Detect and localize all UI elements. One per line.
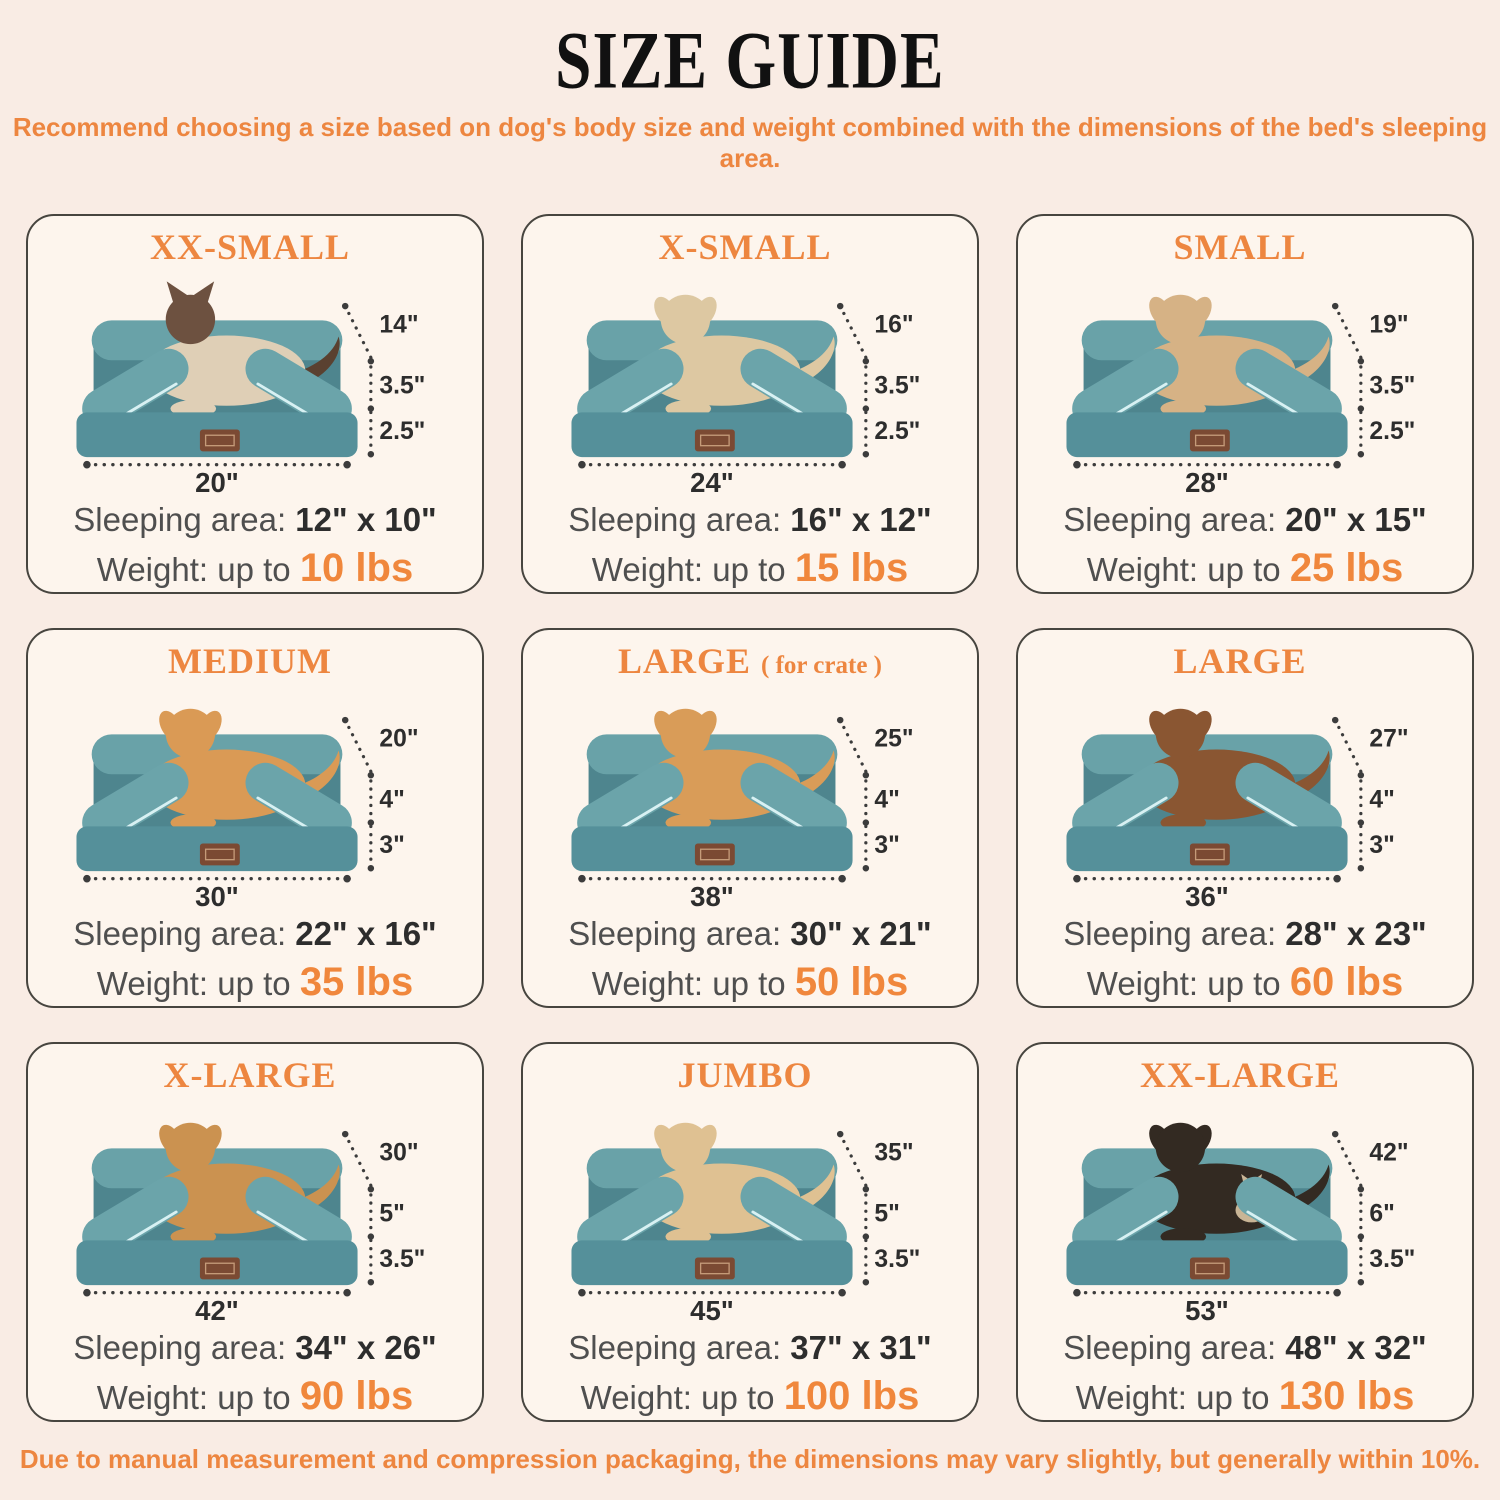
header <box>0 0 1500 174</box>
dim-dot <box>368 358 374 364</box>
dim-dot <box>1333 461 1341 469</box>
sleeping-area-label: Sleeping area: <box>1063 914 1277 952</box>
size-title <box>168 642 342 682</box>
sleeping-area-value: 12" x 10" <box>295 500 437 538</box>
dim-mid-label: 4" <box>1369 786 1395 814</box>
dim-diagonal-line <box>840 720 866 771</box>
sleeping-area-label: Sleeping area: <box>568 500 782 538</box>
dim-dot <box>863 1186 869 1192</box>
sleeping-area-label: Sleeping area: <box>1063 500 1277 538</box>
dim-low-label: 3" <box>1369 832 1395 860</box>
dim-diagonal-line <box>840 306 866 357</box>
size-name: XX-LARGE <box>1139 1055 1340 1096</box>
size-grid <box>26 214 1474 1422</box>
size-title <box>1140 1056 1350 1096</box>
sleeping-area-line <box>1063 1328 1426 1368</box>
weight-line <box>1076 1372 1415 1420</box>
dim-dot <box>1332 303 1338 309</box>
dim-dot <box>1358 358 1364 364</box>
weight-label: Weight: <box>1086 964 1199 1002</box>
dog-bed-illustration <box>539 684 961 910</box>
sleeping-area-label: Sleeping area: <box>568 914 782 952</box>
dim-dot <box>578 461 586 469</box>
weight-upto-label: up to <box>712 964 786 1002</box>
weight-value: 15 lbs <box>794 545 909 590</box>
dim-width-label: 24" <box>690 467 734 496</box>
dim-back-label: 19" <box>1369 311 1409 339</box>
dim-mid-label: 5" <box>874 1200 900 1228</box>
sleeping-area-line <box>1063 914 1426 954</box>
page-title: SIZE GUIDE <box>555 14 945 106</box>
dim-back-label: 16" <box>874 311 914 339</box>
weight-label: Weight: <box>96 964 209 1002</box>
size-title <box>150 228 360 268</box>
dim-low-label: 3" <box>379 832 405 860</box>
dim-back-label: 20" <box>379 725 419 753</box>
sleeping-area-value: 28" x 23" <box>1285 914 1427 952</box>
weight-label: Weight: <box>1086 550 1199 588</box>
weight-upto-label: up to <box>701 1378 775 1416</box>
dim-dot <box>863 772 869 778</box>
dim-back-label: 14" <box>379 311 419 339</box>
size-card <box>1016 628 1474 1008</box>
dim-width-label: 30" <box>195 881 239 910</box>
weight-label: Weight: <box>1075 1378 1187 1416</box>
dim-dot <box>342 303 348 309</box>
dog-bed-illustration <box>44 1098 466 1324</box>
weight-upto-label: up to <box>1196 1378 1270 1416</box>
sleeping-area-line <box>73 914 436 954</box>
dim-mid-label: 6" <box>1369 1200 1395 1228</box>
size-card <box>1016 214 1474 594</box>
dim-back-label: 42" <box>1369 1139 1409 1167</box>
weight-label: Weight: <box>580 1378 692 1416</box>
dog-bed-illustration <box>1034 684 1456 910</box>
weight-upto-label: up to <box>217 964 291 1002</box>
size-title <box>658 228 841 268</box>
dim-mid-label: 3.5" <box>379 372 426 400</box>
dim-dot <box>1333 1289 1341 1297</box>
dim-dot <box>838 875 846 883</box>
weight-value: 130 lbs <box>1278 1373 1415 1418</box>
weight-value: 100 lbs <box>783 1373 920 1418</box>
size-card <box>1016 1042 1474 1422</box>
weight-value: 35 lbs <box>299 959 414 1004</box>
dim-mid-label: 3.5" <box>874 372 921 400</box>
pet-face <box>166 1123 215 1172</box>
dim-dot <box>1073 1289 1081 1297</box>
dim-dot <box>83 875 91 883</box>
size-name: LARGE <box>617 641 752 682</box>
dim-dot <box>83 461 91 469</box>
dim-dot <box>578 875 586 883</box>
dim-back-label: 25" <box>874 725 914 753</box>
dim-dot <box>343 461 351 469</box>
weight-upto-label: up to <box>217 550 291 588</box>
dim-dot <box>1073 875 1081 883</box>
weight-upto-label: up to <box>1207 964 1281 1002</box>
dim-dot <box>368 1279 374 1285</box>
sleeping-area-line <box>568 500 931 540</box>
sleeping-area-line <box>568 1328 931 1368</box>
dim-mid-label: 4" <box>874 786 900 814</box>
size-name: SMALL <box>1173 227 1307 268</box>
subtitle: Recommend choosing a size based on dog's body size and weight combined with the dimensions of the bed's sleeping area. <box>12 112 1488 174</box>
dog-bed-illustration <box>539 270 961 496</box>
dim-width-label: 53" <box>1185 1295 1229 1324</box>
sleeping-area-value: 37" x 31" <box>790 1328 932 1366</box>
dog-bed-illustration <box>1034 270 1456 496</box>
sleeping-area-label: Sleeping area: <box>73 1328 287 1366</box>
sleeping-area-line <box>568 914 931 954</box>
dim-dot <box>837 717 843 723</box>
dog-bed-illustration <box>44 684 466 910</box>
dim-width-label: 45" <box>690 1295 734 1324</box>
dim-dot <box>578 1289 586 1297</box>
dim-dot <box>368 865 374 871</box>
dim-diagonal-line <box>840 1134 866 1185</box>
dim-diagonal-line <box>345 720 371 771</box>
weight-upto-label: up to <box>1207 550 1281 588</box>
size-title <box>163 1056 346 1096</box>
weight-label: Weight: <box>591 964 704 1002</box>
size-card <box>26 628 484 1008</box>
dim-dot <box>368 772 374 778</box>
dim-dot <box>1358 1279 1364 1285</box>
dim-dot <box>1332 1131 1338 1137</box>
weight-label: Weight: <box>96 1378 209 1416</box>
dim-dot <box>1073 461 1081 469</box>
dim-low-label: 3.5" <box>874 1246 921 1274</box>
pet-face <box>166 709 215 758</box>
weight-label: Weight: <box>96 550 209 588</box>
size-card <box>521 214 979 594</box>
dim-dot <box>83 1289 91 1297</box>
size-name: LARGE <box>1173 641 1307 682</box>
dim-width-label: 36" <box>1185 881 1229 910</box>
weight-line <box>1087 958 1403 1006</box>
weight-line <box>97 1372 413 1420</box>
dim-mid-label: 5" <box>379 1200 405 1228</box>
dim-low-label: 3.5" <box>1369 1246 1416 1274</box>
dim-dot <box>1358 451 1364 457</box>
dim-dot <box>838 461 846 469</box>
dim-low-label: 2.5" <box>874 418 921 446</box>
size-title <box>618 642 882 682</box>
weight-line <box>581 1372 920 1420</box>
sleeping-area-line <box>73 500 436 540</box>
size-title <box>678 1056 823 1096</box>
size-name: XX-SMALL <box>149 227 350 268</box>
dim-dot <box>1358 1186 1364 1192</box>
dim-dot <box>343 1289 351 1297</box>
dim-dot <box>863 1279 869 1285</box>
dim-mid-label: 3.5" <box>1369 372 1416 400</box>
size-card <box>521 628 979 1008</box>
weight-line <box>592 544 908 592</box>
dim-dot <box>838 1289 846 1297</box>
dim-dot <box>863 865 869 871</box>
dim-width-label: 38" <box>690 881 734 910</box>
pet-face <box>661 709 710 758</box>
weight-line <box>592 958 908 1006</box>
dim-dot <box>837 1131 843 1137</box>
dim-dot <box>1333 875 1341 883</box>
pet-face <box>1156 709 1205 758</box>
dog-bed-illustration <box>539 1098 961 1324</box>
dim-dot <box>1358 865 1364 871</box>
dim-diagonal-line <box>345 1134 371 1185</box>
pet-face <box>1156 1123 1205 1172</box>
dim-width-label: 28" <box>1185 467 1229 496</box>
dim-dot <box>1358 772 1364 778</box>
dim-dot <box>368 1186 374 1192</box>
pet-face <box>166 295 215 344</box>
dim-width-label: 20" <box>195 467 239 496</box>
size-name: X-SMALL <box>658 227 832 268</box>
sleeping-area-value: 16" x 12" <box>790 500 932 538</box>
dim-mid-label: 4" <box>379 786 405 814</box>
sleeping-area-value: 20" x 15" <box>1285 500 1427 538</box>
sleeping-area-label: Sleeping area: <box>73 500 287 538</box>
pet-face <box>661 1123 710 1172</box>
weight-value: 10 lbs <box>299 545 414 590</box>
sleeping-area-label: Sleeping area: <box>1063 1328 1277 1366</box>
sleeping-area-value: 22" x 16" <box>295 914 437 952</box>
dim-dot <box>863 358 869 364</box>
weight-line <box>1087 544 1403 592</box>
dim-back-label: 30" <box>379 1139 419 1167</box>
dim-low-label: 3.5" <box>379 1246 426 1274</box>
sleeping-area-value: 48" x 32" <box>1285 1328 1427 1366</box>
dim-back-label: 35" <box>874 1139 914 1167</box>
weight-value: 25 lbs <box>1289 545 1404 590</box>
sleeping-area-value: 34" x 26" <box>295 1328 437 1366</box>
size-note: ( for crate ) <box>761 652 882 680</box>
dim-low-label: 2.5" <box>379 418 426 446</box>
sleeping-area-value: 30" x 21" <box>790 914 932 952</box>
dim-diagonal-line <box>345 306 371 357</box>
pet-face <box>1156 295 1205 344</box>
weight-upto-label: up to <box>217 1378 291 1416</box>
dog-bed-illustration <box>44 270 466 496</box>
sleeping-area-line <box>73 1328 436 1368</box>
dim-diagonal-line <box>1335 1134 1361 1185</box>
size-card <box>26 1042 484 1422</box>
dim-dot <box>342 717 348 723</box>
weight-line <box>97 544 413 592</box>
weight-label: Weight: <box>591 550 704 588</box>
size-name: X-LARGE <box>163 1055 337 1096</box>
size-title <box>1173 642 1316 682</box>
dim-low-label: 3" <box>874 832 900 860</box>
sleeping-area-line <box>1063 500 1426 540</box>
dim-width-label: 42" <box>195 1295 239 1324</box>
dim-dot <box>837 303 843 309</box>
size-card <box>26 214 484 594</box>
dim-diagonal-line <box>1335 306 1361 357</box>
size-name: JUMBO <box>677 1055 813 1096</box>
size-name: MEDIUM <box>168 641 332 682</box>
dim-back-label: 27" <box>1369 725 1409 753</box>
weight-value: 60 lbs <box>1289 959 1404 1004</box>
size-card <box>521 1042 979 1422</box>
weight-value: 90 lbs <box>299 1373 414 1418</box>
pet-face <box>661 295 710 344</box>
dim-dot <box>368 451 374 457</box>
weight-value: 50 lbs <box>794 959 909 1004</box>
footer-note: Due to manual measurement and compression packaging, the dimensions may vary slightly, but generally within 10%. <box>19 1444 1481 1475</box>
size-title <box>1173 228 1316 268</box>
dim-low-label: 2.5" <box>1369 418 1416 446</box>
weight-upto-label: up to <box>712 550 786 588</box>
pet-head <box>166 281 215 344</box>
sleeping-area-label: Sleeping area: <box>568 1328 782 1366</box>
weight-line <box>97 958 413 1006</box>
sleeping-area-label: Sleeping area: <box>73 914 287 952</box>
dim-diagonal-line <box>1335 720 1361 771</box>
dim-dot <box>342 1131 348 1137</box>
dim-dot <box>863 451 869 457</box>
dim-dot <box>343 875 351 883</box>
dim-dot <box>1332 717 1338 723</box>
dog-bed-illustration <box>1034 1098 1456 1324</box>
